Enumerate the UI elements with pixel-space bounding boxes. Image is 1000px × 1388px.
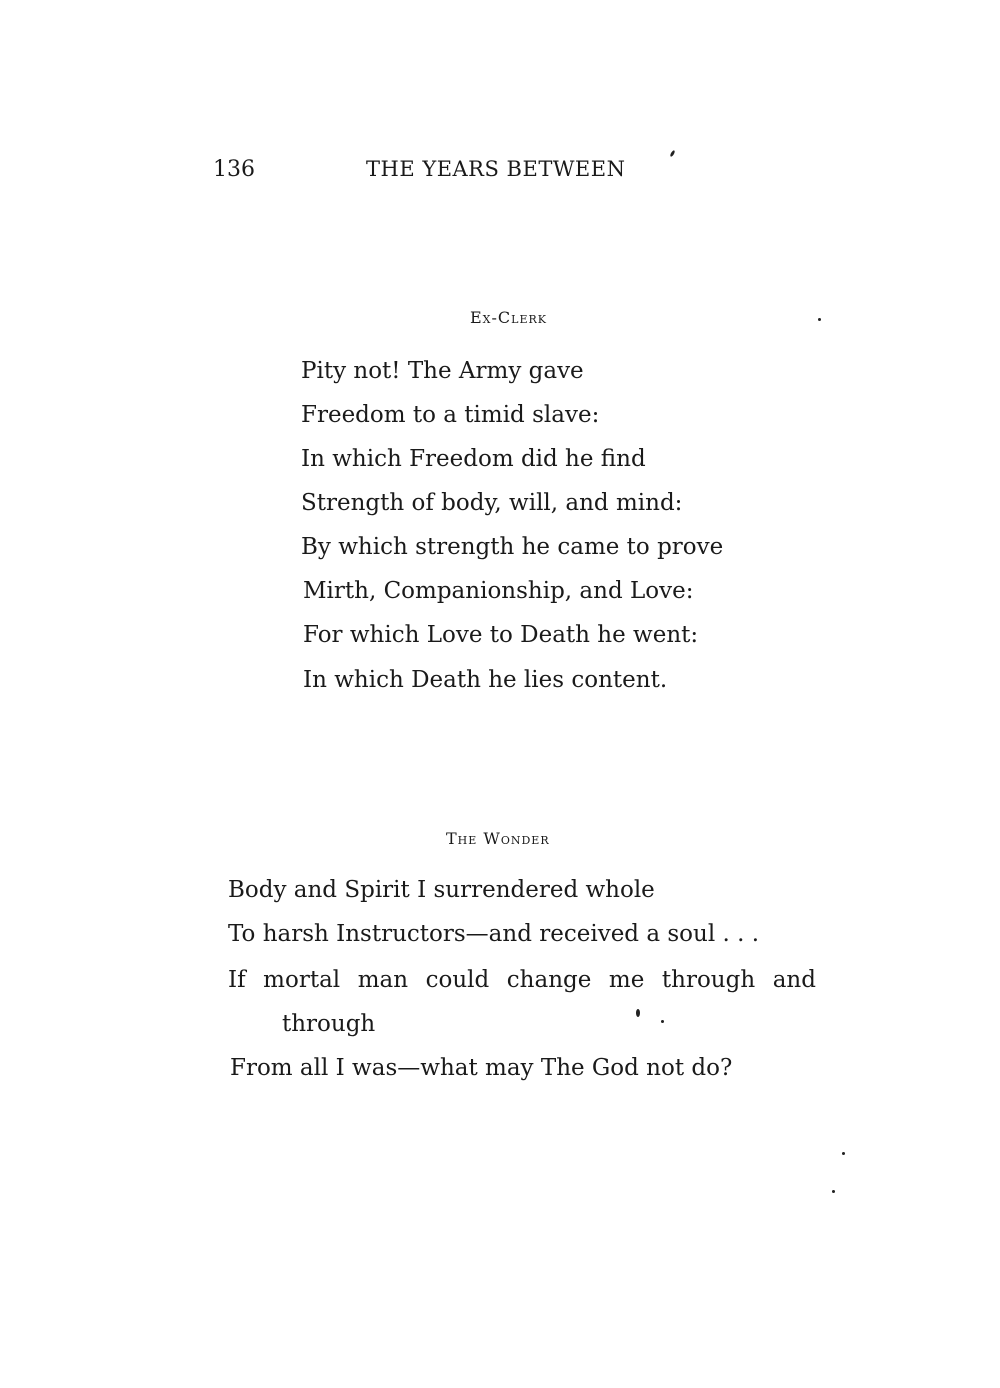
poem-line: Strength of body, will, and mind: xyxy=(301,490,683,516)
poem-title-the-wonder: The Wonder xyxy=(446,829,550,848)
poem-line: By which strength he came to prove xyxy=(301,534,724,560)
poem-line-justified xyxy=(228,967,816,993)
poem-line: Freedom to a timid slave: xyxy=(301,402,600,428)
ink-speck xyxy=(636,1009,640,1017)
poem-line: In which Freedom did he find xyxy=(301,446,646,472)
poem-line: From all I was—what may The God not do? xyxy=(230,1055,733,1081)
ink-speck xyxy=(842,1152,845,1155)
poem-line: In which Death he lies content. xyxy=(303,667,668,693)
poem-line-word: If xyxy=(228,967,246,993)
running-title: THE YEARS BETWEEN xyxy=(366,157,626,181)
poem-line-continuation: through xyxy=(282,1011,376,1037)
ink-speck xyxy=(818,318,821,321)
poem-line-word: could xyxy=(425,967,490,993)
page-number: 136 xyxy=(213,157,255,182)
poem-line-word: and xyxy=(772,967,816,993)
poem-line-word: change xyxy=(506,967,592,993)
poem-title-ex-clerk: Ex-Clerk xyxy=(470,308,547,327)
poem-line-word: me xyxy=(608,967,645,993)
poem-line: Mirth, Companionship, and Love: xyxy=(303,578,694,604)
ink-speck xyxy=(669,150,675,158)
ink-speck xyxy=(661,1020,664,1023)
ink-speck xyxy=(832,1190,835,1193)
poem-line-word: through xyxy=(661,967,756,993)
poem-line-word: man xyxy=(357,967,409,993)
poem-line: To harsh Instructors—and received a soul . . . xyxy=(228,921,760,947)
poem-line: Pity not! The Army gave xyxy=(301,358,584,384)
poem-line: Body and Spirit I surrendered whole xyxy=(228,877,655,903)
poem-line-word: mortal xyxy=(263,967,341,993)
poem-line: For which Love to Death he went: xyxy=(303,622,699,648)
